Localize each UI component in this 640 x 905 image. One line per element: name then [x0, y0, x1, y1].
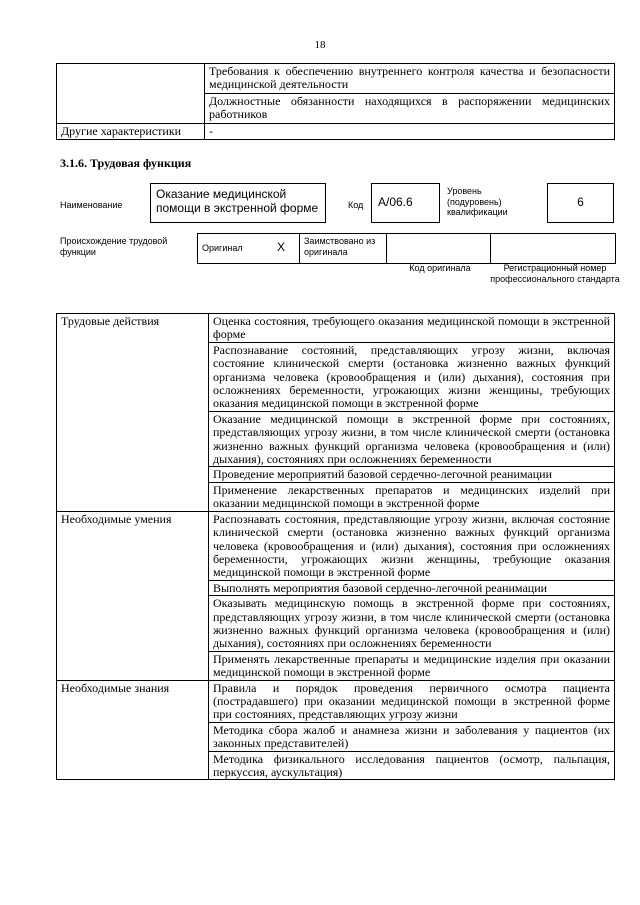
labor-actions-label: Трудовые действия — [57, 314, 209, 512]
original-code-label: Код оригинала — [409, 263, 471, 273]
table-row: Распознавание состояний, представляющих угрозу жизни, включая состояние клинической смерти (остановка жизненно важных функций организма человека (кровообращения и (или) дыхания), состояния при осложнениях беременности, угрожающих жизни женщины, требующих оказания медицинской помощи в экстренной форме — [209, 342, 615, 411]
registration-number-cell — [491, 234, 616, 264]
name-label: Наименование — [60, 200, 123, 210]
table-row: Правила и порядок проведения первичного осмотра пациента (пострадавшего) при оказании медицинской помощи в экстренной форме при состояниях, представляющих угрозу жизни — [209, 680, 615, 722]
table-row: Применение лекарственных препаратов и медицинских изделий при оказании медицинской помощи в экстренной форме — [209, 482, 615, 511]
section-title: 3.1.6. Трудовая функция — [60, 156, 192, 170]
table-row: Оказание медицинской помощи в экстренной форме при состояниях, представляющих угрозу жизни, в том числе клинической смерти (остановка жизненно важных функций организма человека (кровообращения и (или) дыхания), состояниях при осложнениях беременности — [209, 411, 615, 467]
original-mark: X — [277, 240, 286, 254]
other-characteristics-value: - — [205, 123, 615, 139]
table-row: Оценка состояния, требующего оказания медицинской помощи в экстренной форме — [209, 314, 615, 343]
top-characteristics-table — [56, 63, 615, 140]
code-label: Код — [348, 200, 364, 210]
required-skills-label: Необходимые умения — [57, 511, 209, 680]
table-row: Методика физикального исследования пациентов (осмотр, пальпация, перкуссия, аускультация) — [209, 751, 615, 780]
origin-table — [197, 233, 616, 264]
origin-label: Происхождение трудовой функции — [60, 236, 168, 257]
qualification-level-value: 6 — [547, 183, 614, 223]
registration-number-label: Регистрационный номер профессионального стандарта — [490, 263, 620, 284]
original-label: Оригинал — [202, 243, 243, 254]
borrowed-label: Заимствовано из оригинала — [300, 234, 387, 264]
table-row: Методика сбора жалоб и анамнеза жизни и заболевания у пациентов (их законных представителей) — [209, 722, 615, 751]
other-characteristics-label: Другие характеристики — [57, 123, 205, 139]
original-code-cell — [387, 234, 491, 264]
page-number: 18 — [314, 39, 326, 51]
labor-function-table — [56, 313, 615, 780]
original-cell — [198, 234, 300, 264]
required-knowledge-label: Необходимые знания — [57, 680, 209, 780]
table-row: Проведение мероприятий базовой сердечно-легочной реанимации — [209, 467, 615, 482]
qualification-level-label: Уровень (подуровень) квалификации — [447, 186, 508, 217]
table-row: Должностные обязанности находящихся в распоряжении медицинских работников — [205, 93, 615, 123]
table-row: Требования к обеспечению внутреннего контроля качества и безопасности медицинской деятельности — [205, 64, 615, 94]
empty-label-cell — [57, 64, 205, 124]
code-value: A/06.6 — [371, 183, 440, 223]
table-row: Применять лекарственные препараты и медицинские изделия при оказании медицинской помощи в экстренной форме — [209, 651, 615, 680]
function-name-value: Оказание медицинской помощи в экстренной форме — [150, 183, 326, 223]
table-row: Выполнять мероприятия базовой сердечно-легочной реанимации — [209, 580, 615, 595]
table-row: Распознавать состояния, представляющие угрозу жизни, включая состояние клинической смерти (остановка жизненно важных функций организма человека (кровообращения и (или) дыхания), состояния при осложнениях беременности, угрожающих жизни женщины, требующие оказания медицинской помощи в экстренной форме — [209, 511, 615, 580]
table-row: Оказывать медицинскую помощь в экстренной форме при состояниях, представляющих угрозу жизни, в том числе клинической смерти (остановка жизненно важных функций организма человека (кровообращения и (или) дыхания), состояниях при осложнениях беременности — [209, 596, 615, 652]
